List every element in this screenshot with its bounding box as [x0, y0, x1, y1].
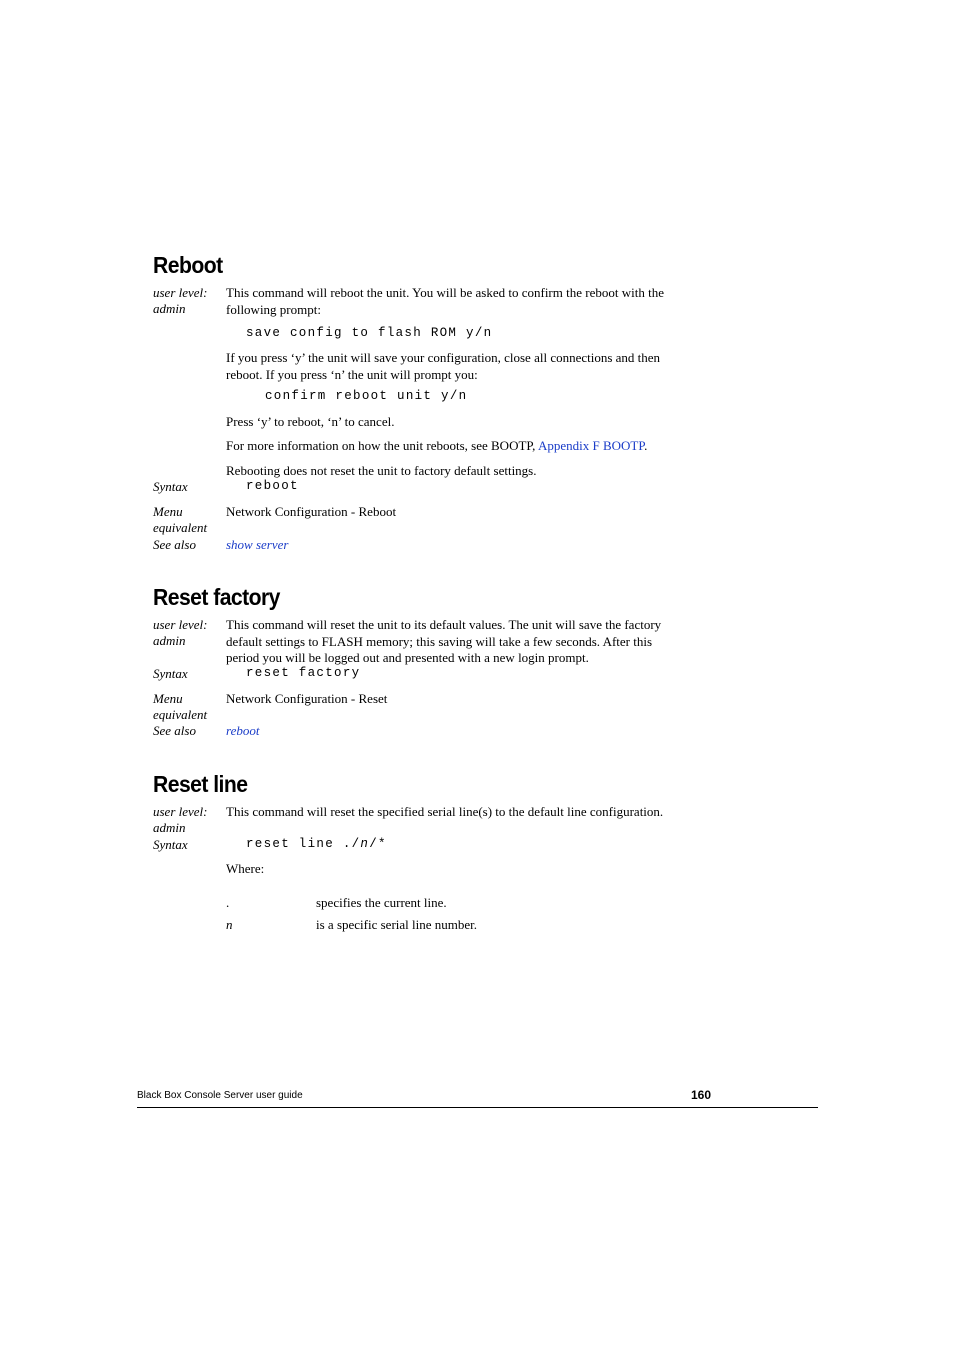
user-level-label: user level: — [153, 617, 208, 632]
see-also-label: See also — [153, 537, 196, 552]
reset-factory-description-line2: default settings to FLASH memory; this saving will take a few seconds. After this — [226, 633, 653, 649]
footer-rule — [137, 1107, 818, 1108]
section-title-reset-line: Reset line — [153, 771, 248, 797]
syntax-suffix: /* — [369, 837, 387, 851]
menu-label: Menu — [153, 691, 183, 706]
equivalent-label: equivalent — [153, 707, 208, 722]
param-description: is a specific serial line number. — [316, 917, 478, 932]
syntax-label: Syntax — [153, 837, 188, 852]
param-term: . — [226, 895, 230, 910]
reset-factory-menu-equivalent: Network Configuration - Reset — [226, 691, 388, 706]
reboot-paragraph-2 — [226, 350, 706, 383]
user-level-label: user level: — [153, 285, 208, 300]
reboot-paragraph-2-line1: If you press ‘y’ the unit will save your configuration, close all connections and then — [226, 350, 661, 365]
equivalent-label: equivalent — [153, 520, 208, 535]
reset-factory-description-line1: This command will reset the unit to its default values. The unit will save the factory — [226, 617, 662, 632]
reset-factory-description-line3: period you will be logged out and presented with a new login prompt. — [226, 650, 589, 665]
page-number: 160 — [691, 1088, 712, 1102]
see-also-label: See also — [153, 723, 196, 738]
reboot-description — [226, 285, 706, 318]
section-title-reboot: Reboot — [153, 252, 223, 278]
reboot-menu-equivalent: Network Configuration - Reboot — [226, 504, 397, 519]
reset-factory-syntax-code: reset factory — [246, 666, 361, 680]
reset-line-description: This command will reset the specified serial line(s) to the default line configuration. — [226, 804, 664, 819]
param-description: specifies the current line. — [316, 895, 447, 910]
show-server-link[interactable]: show server — [226, 537, 289, 552]
syntax-label: Syntax — [153, 666, 188, 681]
confirm-prompt-code: confirm reboot unit y/n — [265, 389, 468, 403]
menu-label: Menu — [153, 504, 183, 519]
reboot-link[interactable]: reboot — [226, 723, 260, 738]
user-level-value: admin — [153, 301, 186, 316]
reboot-paragraph-4-text: For more information on how the unit reboots, see BOOTP, — [226, 438, 538, 453]
reboot-paragraph-5: Rebooting does not reset the unit to factory default settings. — [226, 463, 537, 478]
param-term: n — [226, 917, 233, 932]
user-level-value: admin — [153, 633, 186, 648]
reboot-syntax-code: reboot — [246, 479, 299, 493]
reboot-description-line2: following prompt: — [226, 301, 321, 317]
syntax-label: Syntax — [153, 479, 188, 494]
reboot-paragraph-4 — [226, 438, 706, 455]
appendix-f-bootp-link[interactable]: Appendix F BOOTP — [537, 438, 645, 453]
section-title-reset-factory: Reset factory — [153, 584, 280, 610]
reboot-paragraph-2-line2: reboot. If you press ‘n’ the unit will prompt you: — [226, 366, 478, 382]
reboot-paragraph-4-suffix: . — [644, 438, 648, 453]
user-level-value: admin — [153, 820, 186, 835]
reboot-description-line1: This command will reboot the unit. You will be asked to confirm the reboot with the — [226, 285, 664, 300]
syntax-variable: n — [360, 837, 370, 851]
reboot-paragraph-3: Press ‘y’ to reboot, ‘n’ to cancel. — [226, 414, 395, 429]
reset-line-syntax-code — [246, 837, 387, 851]
reboot-prompt-code: save config to flash ROM y/n — [246, 326, 493, 340]
where-label: Where: — [226, 861, 265, 876]
footer-guide-title: Black Box Console Server user guide — [137, 1090, 303, 1101]
syntax-prefix: reset line ./ — [246, 837, 361, 851]
user-level-label: user level: — [153, 804, 208, 819]
reset-factory-description — [226, 617, 706, 667]
